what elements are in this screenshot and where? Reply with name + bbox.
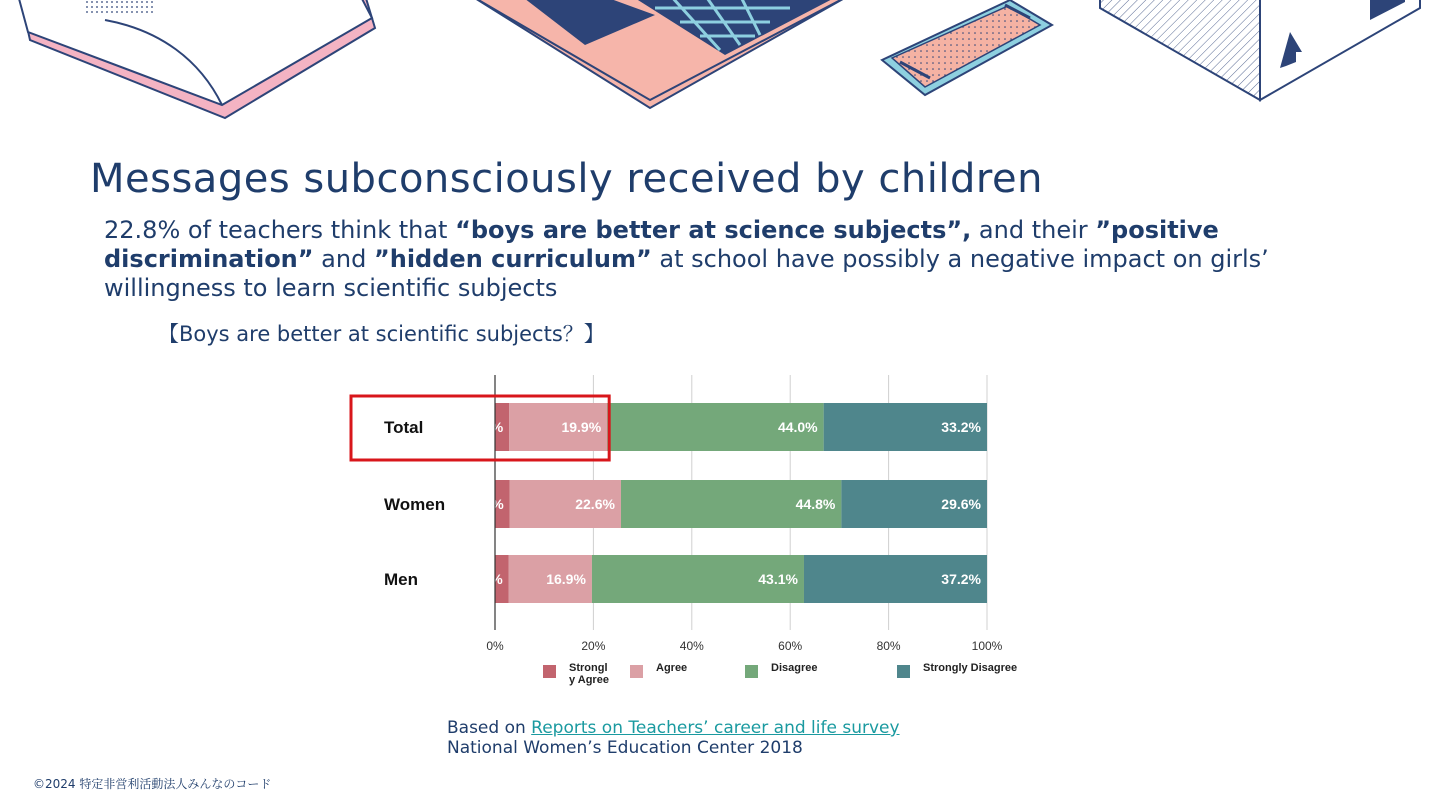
data-label: 44.8% [795, 496, 836, 512]
legend-label-line: Strongly Disagree [923, 662, 1018, 674]
data-label: 22.6% [575, 496, 615, 512]
legend-swatch [543, 665, 556, 678]
data-label: 16.9% [546, 571, 586, 587]
legend-label [656, 662, 687, 674]
category-label: Women [384, 495, 446, 514]
laptop-illustration [470, 0, 850, 108]
lead-paragraph [104, 216, 1394, 303]
data-label: 3.0% [471, 496, 504, 512]
data-label: 37.2% [941, 571, 981, 587]
category-label: Men [384, 570, 418, 589]
lead-emphasis-positive-discrimination: ”positive discrimination” [104, 216, 1219, 273]
legend-swatch [630, 665, 643, 678]
chart-subtitle: 【Boys are better at scientific subjects？】 [158, 322, 605, 346]
x-tick-label: 40% [679, 639, 704, 653]
copyright-notice: ©2024 特定非営利活動法人みんなのコード [33, 777, 272, 791]
data-label: 2.8% [470, 571, 503, 587]
legend-swatch [897, 665, 910, 678]
legend-label-line: Disagree [771, 662, 818, 674]
source-organization: National Women’s Education Center 2018 [447, 738, 803, 758]
lead-emphasis-hidden-curriculum: ”hidden curriculum” [373, 245, 652, 273]
data-label: 19.9% [561, 419, 602, 435]
source-citation [447, 718, 900, 758]
legend-label [569, 662, 609, 686]
data-label: 43.1% [758, 571, 798, 587]
source-prefix: Based on [447, 718, 532, 738]
x-tick-label: 0% [486, 639, 504, 653]
page-title: Messages subconsciously received by children [90, 156, 1043, 202]
survey-report-link[interactable]: Reports on Teachers’ career and life survey [531, 718, 900, 738]
lead-text-4: at school have possibly a negative impact on girls’ willingness to learn scientific subjects [104, 245, 1269, 302]
book-illustration [18, 0, 375, 118]
lead-text-2: and their [971, 216, 1096, 244]
data-label: 29.6% [941, 496, 981, 512]
data-label: 2.9% [471, 419, 504, 435]
legend-label-line: Strongl [569, 662, 608, 674]
x-tick-label: 80% [876, 639, 901, 653]
legend-swatch [745, 665, 758, 678]
data-label: 33.2% [941, 419, 981, 435]
phone-illustration [882, 0, 1052, 95]
legend-label [923, 662, 1017, 674]
category-label: Total [384, 418, 424, 437]
lead-text-1: 22.8% of teachers think that [104, 216, 456, 244]
header-illustration [0, 0, 1440, 130]
legend-label-line: Agree [656, 662, 688, 674]
x-tick-label: 60% [778, 639, 803, 653]
box-illustration [1100, 0, 1420, 100]
x-tick-label: 100% [971, 639, 1003, 653]
legend-label-line: y Agree [569, 674, 609, 686]
legend-label [771, 662, 817, 674]
lead-text-3: and [313, 245, 374, 273]
stacked-bar-chart [340, 360, 1060, 695]
x-tick-label: 20% [581, 639, 606, 653]
lead-emphasis-boys-better: “boys are better at science subjects”, [455, 216, 972, 244]
data-label: 44.0% [777, 419, 818, 435]
